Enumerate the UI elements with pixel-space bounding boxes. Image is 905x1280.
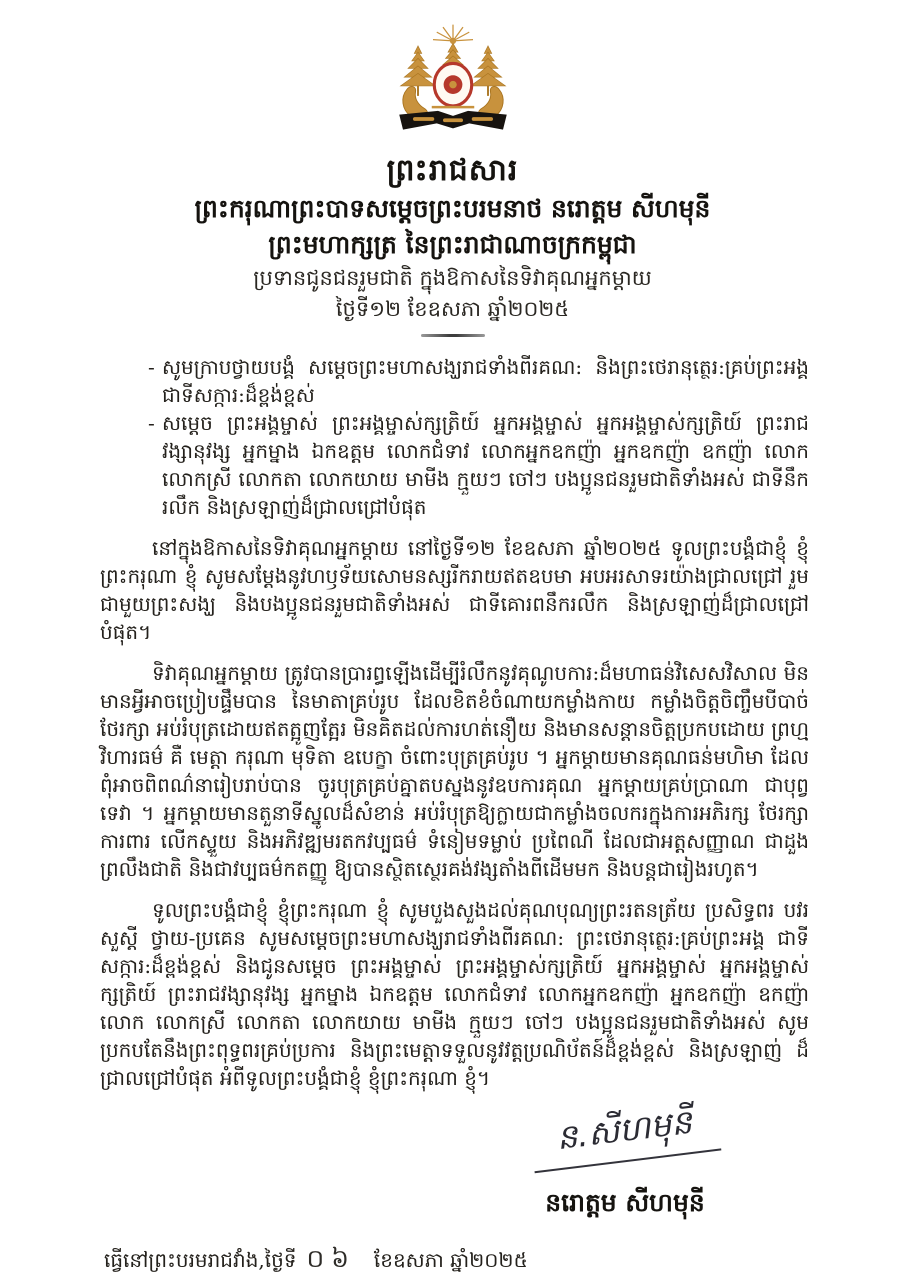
place-date-line [104, 1244, 905, 1280]
royal-arms-icon [378, 22, 528, 141]
signature-block [465, 1101, 785, 1224]
salutation-text: សូមក្រាបថ្វាយបង្គំ សម្ដេចព្រះមហាសង្ឃរាជទាំងពីរគណ: និងព្រះថេរានុត្ថេរ:គ្រប់ព្រះអង្គ ជាទីសក្ការ:ដ៏ខ្ពង់ខ្ពស់ [162, 355, 809, 407]
motto-ribbon [399, 111, 507, 130]
right-parasol-icon [470, 46, 505, 96]
crown-icon [443, 43, 463, 64]
letter-body [100, 353, 809, 1092]
medallion-star [449, 81, 457, 89]
handwritten-day: ០៦ [306, 1244, 356, 1273]
subtitle-occasion: ប្រទានជូនជនរួមជាតិ ក្នុងឱកាសនៃទិវាគុណអ្នកម្ដាយ [253, 266, 652, 290]
bullet-dash: - [148, 411, 155, 435]
salutation-item [148, 409, 809, 521]
king-title-line2: ព្រះមហាក្សត្រ នៃព្រះរាជាណាចក្រកម្ពុជា [268, 230, 637, 259]
subtitle-date: ថ្ងៃទី១២ ខែឧសភា ឆ្នាំ២០២៥ [335, 297, 570, 321]
salutation-text: សម្ដេច ព្រះអង្គម្ចាស់ ព្រះអង្គម្ចាស់ក្សត្រិយ៍ អ្នកអង្គម្ចាស់ អ្នកអង្គម្ចាស់ក្សត្រិយ៍ ព្រះរាជវង្សានុវង្ស អ្នកម្នាង ឯកឧត្តម លោកជំទាវ លោកអ្នកឧកញ៉ា អ្នកឧកញ៉ា ឧកញ៉ា លោក លោកស្រី លោកតា លោកយាយ មាមីង ក្មួយៗ ចៅៗ បងប្អូនជនរួមជាតិទាំងអស់ ជាទីនឹករលឹក និងស្រឡាញ់ដ៏ជ្រាលជ្រៅបំផុត [162, 411, 809, 519]
royal-signature-printed-name: នរោត្តម សីហមុនី [545, 1188, 705, 1217]
document-type-title: ព្រះរាជសារ [386, 153, 519, 188]
paragraph-mothers-day-meaning: ទិវាគុណអ្នកម្ដាយ ត្រូវបានប្រារព្ធឡើងដើម្បីរំលឹកនូវគុណូបការ:ដ៏មហាធន់វិសេសវិសាល មិនមានអ្វីអាចប្រៀបផ្ទឹមបាន នៃមាតាគ្រប់រូប ដែលខិតខំចំណាយកម្លាំងកាយ កម្លាំងចិត្តចិញ្ចឹមបីបាច់ ថែរក្សា អប់រំបុត្រដោយឥតត្អូញត្អែរ មិនគិតដល់ការហត់នឿយ និងមានសន្ដានចិត្តប្រកបដោយ ព្រហ្មវិហារធម៌ គឺ មេត្តា ករុណា មុទិតា ឧបេក្ខា ចំពោះបុត្រគ្រប់រូប ។ អ្នកម្ដាយមានគុណធន់មហិមា ដែលពុំអាចពិពណ៌នារៀបរាប់បាន ចូរបុត្រគ្រប់គ្នាតបស្នងនូវឧបការគុណ អ្នកម្ដាយគ្រប់ប្រាណា ជាបុព្វទេវា ។ អ្នកម្ដាយមានតួនាទីស្នូលដ៏សំខាន់ អប់រំបុត្រឱ្យក្លាយជាកម្លាំងចលករក្នុងការអភិរក្ស ថែរក្សា ការពារ លើកស្ទួយ និងអភិវឌ្ឍមរតកវប្បធម៌ ទំនៀមទម្លាប់ ប្រពៃណី ដែលជាអត្តសញ្ញាណ ជាដួងព្រលឹងជាតិ និងជាវប្បធម៌កតញ្ញូ ឱ្យបានស្ថិតស្ថេរគង់វង្សតាំងពីដើមមក និងបន្តជារៀងរហូត។ [100, 661, 809, 881]
king-title-line1: ព្រះករុណាព្រះបាទសម្ដេចព្រះបរមនាថ នរោត្តម សីហមុនី [194, 194, 711, 223]
bullet-dash: - [148, 355, 155, 379]
paragraph-blessing: ទូលព្រះបង្គំជាខ្ញុំ ខ្ញុំព្រះករុណា ខ្ញុំ សូមបួងសួងដល់គុណបុណ្យព្រះរតនត្រ័យ ប្រសិទ្ធពរ បវរសួស្ដី ថ្វាយ-ប្រគេន សូមសម្ដេចព្រះមហាសង្ឃរាជទាំងពីរគណ: ព្រះថេរានុត្ថេរ:គ្រប់ព្រះអង្គ ជាទីសក្ការ:ដ៏ខ្ពង់ខ្ពស់ និងជូនសម្ដេច ព្រះអង្គម្ចាស់ ព្រះអង្គម្ចាស់ក្សត្រិយ៍ អ្នកអង្គម្ចាស់ អ្នកអង្គម្ចាស់ក្សត្រិយ៍ ព្រះរាជវង្សានុវង្ស អ្នកម្នាង ឯកឧត្តម លោកជំទាវ លោកអ្នកឧកញ៉ា អ្នកឧកញ៉ា ឧកញ៉ា លោក លោកស្រី លោកតា លោកយាយ មាមីង ក្មួយៗ ចៅៗ បងប្អូនជនរួមជាតិទាំងអស់ សូមប្រកបតែនឹងព្រះពុទ្ធពរគ្រប់ប្រការ និងព្រះមេត្តាទទួលនូវវត្តប្រណិប័តន៍ដ៏ខ្ពង់ខ្ពស់ និងស្រឡាញ់ ដ៏ជ្រាលជ្រៅបំផុត អំពីទូលព្រះបង្គំជាខ្ញុំ ខ្ញុំព្រះករុណា ខ្ញុំ។ [100, 898, 809, 1090]
royal-arms-emblem [378, 22, 528, 145]
royal-signature-handwriting: ន.សីហមុនី [529, 1101, 722, 1174]
place-date-prefix: ធ្វើនៅព្រះបរមរាជវាំង,ថ្ងៃទី [104, 1248, 297, 1272]
left-parasol-icon [400, 46, 435, 96]
place-date-suffix: ខែឧសភា ឆ្នាំ២០២៥ [373, 1248, 528, 1272]
salutation-list [148, 353, 809, 521]
paragraph-greeting: នៅក្នុងឱកាសនៃទិវាគុណអ្នកម្ដាយ នៅថ្ងៃទី១២ ខែឧសភា ឆ្នាំ២០២៥ ទូលព្រះបង្គំជាខ្ញុំ ខ្ញុំព្រះករុណា ខ្ញុំ សូមសម្ដែងនូវហឫទ័យសោមនស្សរីករាយឥតឧបមា អបអរសាទរយ៉ាងជ្រាលជ្រៅ រួមជាមួយព្រះសង្ឃ និងបងប្អូនជនរួមជាតិទាំងអស់ ជាទីគោរពនឹករលឹក និងស្រឡាញ់ដ៏ជ្រាលជ្រៅបំផុត។ [100, 536, 809, 644]
ornamental-divider [421, 334, 485, 337]
salutation-item [148, 353, 809, 409]
